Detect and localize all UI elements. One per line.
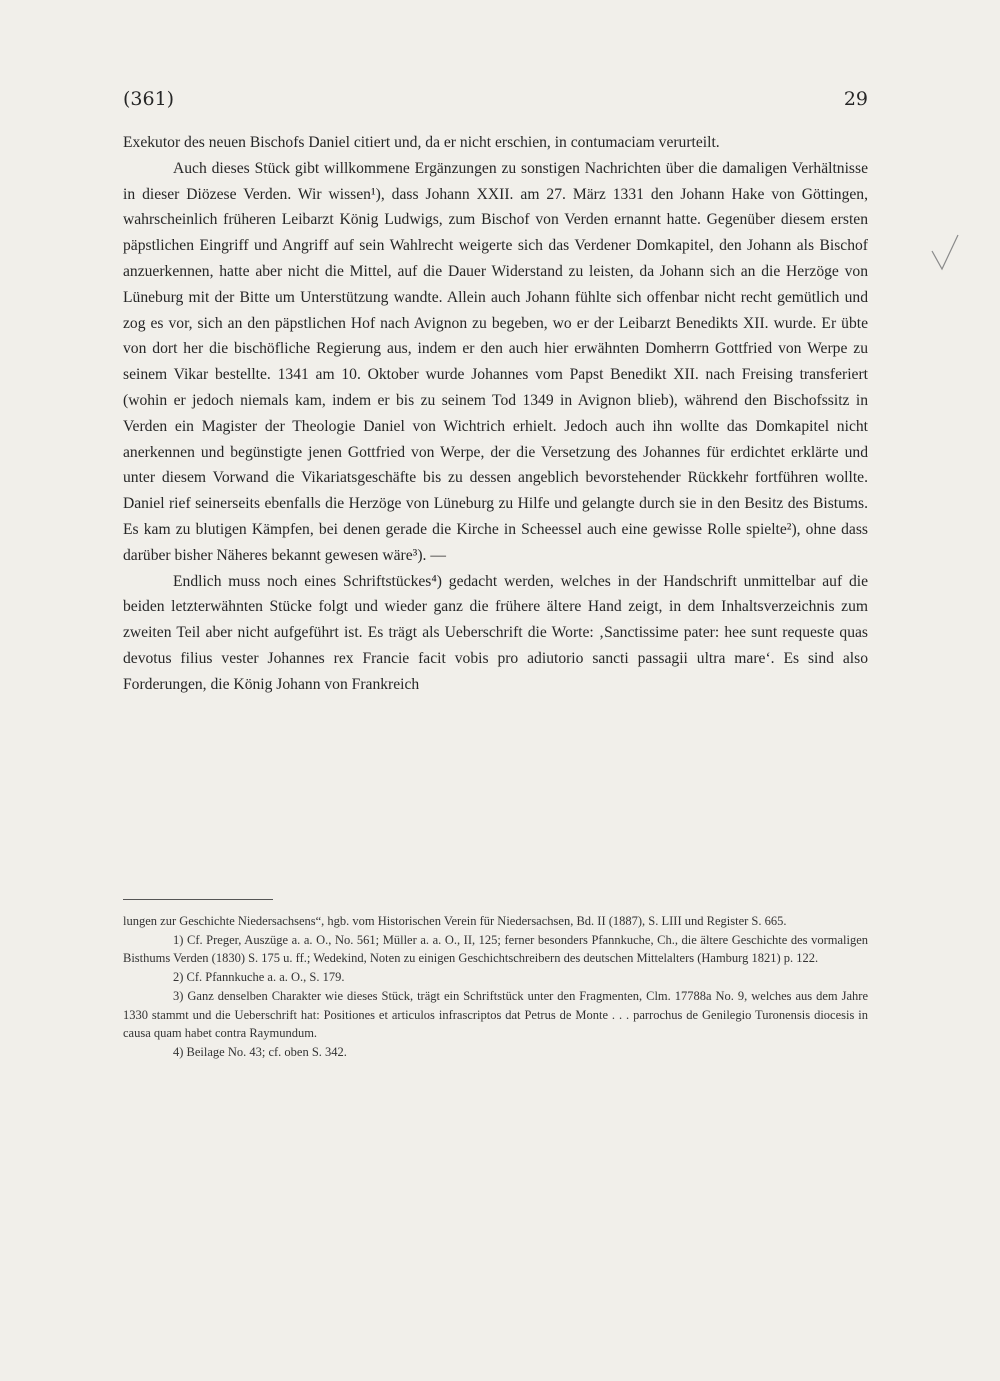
- footnote: 4) Beilage No. 43; cf. oben S. 342.: [173, 1044, 347, 1059]
- paragraph: Auch dieses Stück gibt willkommene Ergänzungen zu sonstigen Nachrichten über die damaligen Verhältnisse in dieser Diözese Verden. Wir wissen¹), dass Johann XXII. am 27. März 1331 den Johann Hake von Göttingen, wahrscheinlich früheren Leibarzt König Ludwigs, zum Bischof von Verden ernannt hatte. Gegenüber diesem ersten päpstlichen Eingriff und Angriff auf sein Wahlrecht weigerte sich das Verdener Domkapitel, den Johann als Bischof anzuerkennen, hatte aber nicht die Mittel, auf die Dauer Widerstand zu leisten, da Johann sich an die Herzöge von Lüneburg mit der Bitte um Unterstützung wandte. Allein auch Johann fühlte sich offenbar nicht recht gemütlich und zog es vor, sich an den päpstlichen Hof nach Avignon zu begeben, wo er der Leibarzt Benedikts XII. wurde. Er übte von dort her die bischöfliche Regierung aus, indem er den auch hier erwähnten Domherrn Gottfried von Werpe zu seinem Vikar bestellte. 1341 am 10. Oktober wurde Johannes vom Papst Benedikt XII. nach Freising transferiert (wohin er jedoch niemals kam, indem er bis zu seinem Tod 1349 in Avignon blieb), während den Bischofssitz in Verden ein Magister der Theologie Daniel von Wichtrich erhielt. Jedoch auch ihn wollte das Domkapitel nicht anerkennen und begünstigte jenen Gottfried von Werpe, der die Versetzung des Johannes für erdichtet erklärte und unter diesem Vorwand die Vikariatsgeschäfte bis zu dessen angeblich bevorstehender Rückkehr fortführen wollte. Daniel rief seinerseits ebenfalls die Herzöge von Lüneburg zu Hilfe und gelangte durch sie in den Besitz des Bistums. Es kam zu blutigen Kämpfen, bei denen gerade die Kirche in Scheessel auch eine gewisse Rolle spielte²), ohne dass darüber bisher Näheres bekannt gewesen wäre³). —: [123, 159, 868, 564]
- running-header: [123, 88, 868, 118]
- footnote: 2) Cf. Pfannkuche a. a. O., S. 179.: [173, 970, 345, 985]
- footnote-continuation: lungen zur Geschichte Niedersachsens“, hgb. vom Historischen Verein für Niedersachsen, Bd. II (1887), S. LIII und Register S. 665.: [123, 914, 787, 928]
- bracketed-page-number: (361): [123, 88, 175, 110]
- pencil-mark-icon: [928, 233, 962, 273]
- paragraph-continuation: Exekutor des neuen Bischofs Daniel citiert und, da er nicht erschien, in contumaciam verurteilt.: [123, 134, 720, 151]
- paragraph: Endlich muss noch eines Schriftstückes⁴) gedacht werden, welches in der Handschrift unmittelbar auf die beiden letzterwähnten Stücke folgt und wieder ganz die frühere ältere Hand zeigt, in dem Inhaltsverzeichnis zum zweiten Teil aber nicht aufgeführt ist. Es trägt als Ueberschrift die Worte: ‚Sanctissime pater: hee sunt requeste quas devotus filius vester Johannes rex Francie facit vobis pro adiutorio sancti passagii ultra mare‘. Es sind also Forderungen, die König Johann von Frankreich: [123, 572, 868, 693]
- footnote: 3) Ganz denselben Charakter wie dieses Stück, trägt ein Schriftstück unter den Fragmenten, Clm. 17788a No. 9, welches aus dem Jahre 1330 stammt und die Ueberschrift hat: Positiones et articulos infrascriptos dat Petrus de Monte . . . parrochus de Genilegio Turonensis diocesis in causa quam habet contra Raymundum.: [123, 988, 868, 1041]
- footnote: 1) Cf. Preger, Auszüge a. a. O., No. 561; Müller a. a. O., II, 125; ferner besonders Pfannkuche, Ch., die ältere Geschichte des vormaligen Bisthums Verden (1830) S. 175 u. ff.; Wedekind, Noten zu einigen Geschichtschreibern des deutschen Mittelalters (Hamburg 1821) p. 122.: [123, 932, 868, 966]
- page-number: 29: [843, 88, 868, 110]
- footnotes: [123, 912, 868, 1062]
- footnote-separator: [123, 899, 273, 900]
- main-text: [123, 130, 868, 698]
